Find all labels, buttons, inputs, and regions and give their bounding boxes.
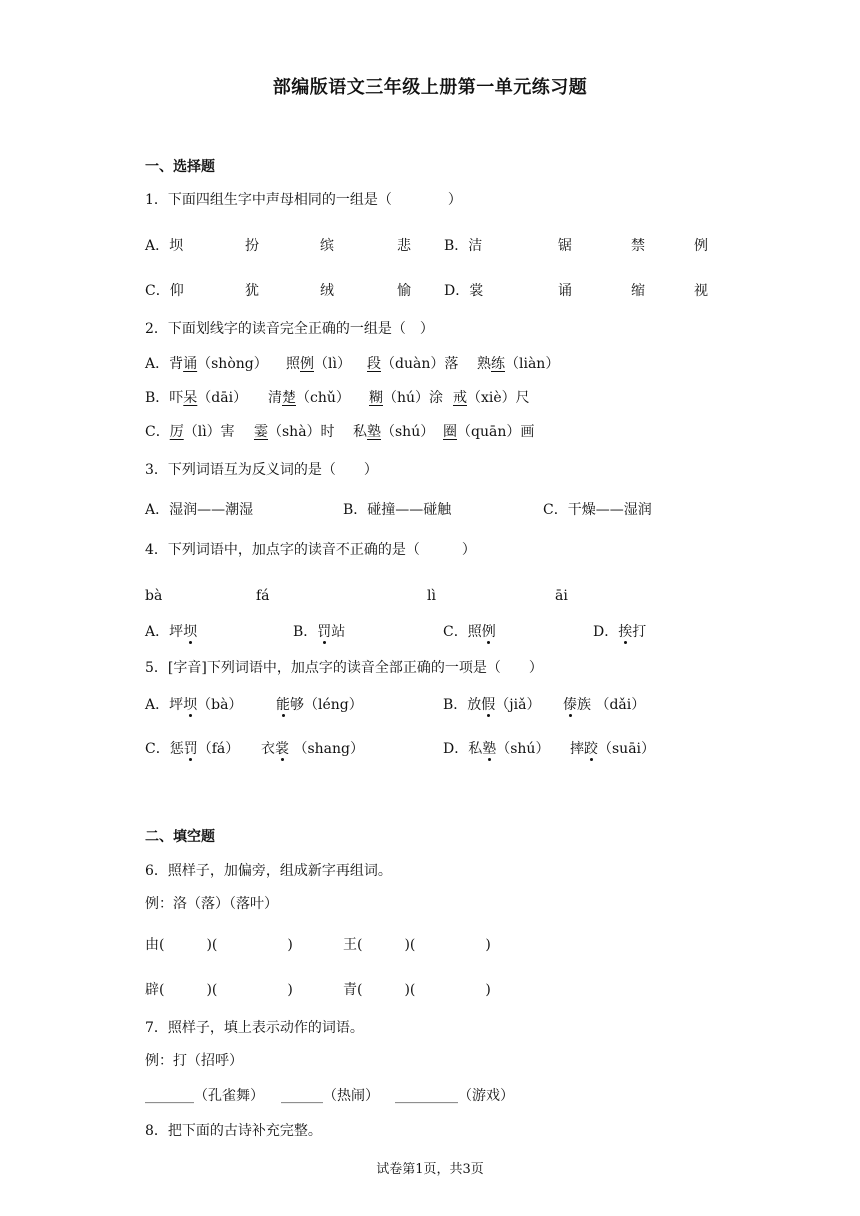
q2-option-c-word: 霎（shà）时: [254, 424, 335, 440]
q6-blank-row: 王( )( ): [343, 937, 491, 953]
q2-option-b-word: 糊（hú）涂: [369, 390, 444, 406]
q2-option-a: A．背诵（shòng）: [145, 356, 268, 372]
q1-option-b: B．洁: [444, 238, 483, 254]
q2-option-c-word: 圈（quān）画: [443, 424, 535, 440]
q5-option-d-word: 摔跤（suāi）: [570, 741, 656, 757]
q6-blank-row: 辟( )( ): [145, 982, 293, 998]
q2-option-b: B．吓呆（dāi）: [145, 390, 248, 406]
q6-blank-row: 由( )( ): [145, 937, 293, 953]
q2-option-a-word: 熟练（liàn）: [477, 356, 560, 372]
question-4-stem: 4．下列词语中，加点字的读音不正确的是（ ）: [145, 542, 476, 558]
q1-option-b-char: 锯: [558, 238, 572, 254]
q4-option-c: C．照例: [443, 624, 496, 640]
q5-option-b-word: 傣族 （dǎi）: [563, 697, 646, 713]
q4-option-b: B．罚站: [293, 624, 346, 640]
q5-option-c-word: 衣裳 （shang）: [261, 741, 364, 757]
q2-option-b-word: 清楚（chǔ）: [268, 390, 350, 406]
q6-blank-row: 青( )( ): [343, 982, 491, 998]
q1-option-c-char: 绒: [320, 283, 334, 299]
q1-option-d-char: 视: [694, 283, 708, 299]
q2-option-c: C．厉（lì）害: [145, 424, 235, 440]
q6-example: 例：洛（落）（落叶）: [145, 896, 278, 912]
q1-option-d-char: 诵: [558, 283, 572, 299]
q1-option-c: C．仰: [145, 283, 184, 299]
question-5-stem: 5．[字音]下列词语中，加点字的读音全部正确的一项是（ ）: [145, 660, 543, 676]
q5-option-d: D．私塾（shú）: [443, 741, 550, 757]
question-3-stem: 3．下列词语互为反义词的是（ ）: [145, 462, 378, 478]
q1-option-c-char: 犹: [245, 283, 259, 299]
q2-option-a-word: 段（duàn）落: [367, 356, 459, 372]
q3-option-a: A．湿润——潮湿: [145, 502, 254, 518]
q1-option-a-char: 悲: [397, 238, 411, 254]
q7-blank: _______（孔雀舞）: [145, 1088, 264, 1104]
q1-option-a-char: 缤: [320, 238, 334, 254]
q1-option-b-char: 例: [694, 238, 708, 254]
q1-option-a-char: 扮: [245, 238, 259, 254]
q1-option-a: A．坝: [145, 238, 184, 254]
q5-option-c: C．惩罚（fá）: [145, 741, 240, 757]
q4-option-a: A．坪坝: [145, 624, 198, 640]
question-1-stem: 1．下面四组生字中声母相同的一组是（ ）: [145, 192, 462, 208]
q2-option-c-word: 私塾（shú）: [353, 424, 435, 440]
q3-option-c: C．干燥——湿润: [543, 502, 652, 518]
question-2-stem: 2．下面划线字的读音完全正确的一组是（ ）: [145, 321, 434, 337]
q3-option-b: B．碰撞——碰触: [343, 502, 452, 518]
q7-blank: _________（游戏）: [395, 1088, 514, 1104]
q1-option-d: D．裳: [444, 283, 484, 299]
q1-option-b-char: 禁: [631, 238, 645, 254]
q4-pinyin: lì: [427, 588, 436, 604]
q2-option-a-word: 照例（lì）: [286, 356, 351, 372]
q4-pinyin: bà: [145, 588, 163, 604]
section-heading-fill: 二、填空题: [145, 829, 215, 845]
q5-option-a-word: 能够（léng）: [276, 697, 363, 713]
question-7-stem: 7．照样子，填上表示动作的词语。: [145, 1020, 364, 1036]
question-6-stem: 6．照样子，加偏旁，组成新字再组词。: [145, 863, 392, 879]
q7-blank: ______（热闹）: [281, 1088, 379, 1104]
q1-option-c-char: 愉: [397, 283, 411, 299]
q2-option-b-word: 戒（xiè）尺: [453, 390, 530, 406]
page-title: 部编版语文三年级上册第一单元练习题: [272, 77, 588, 98]
q7-example: 例：打（招呼）: [145, 1053, 243, 1069]
q4-pinyin: fá: [256, 588, 270, 604]
question-8-stem: 8．把下面的古诗补充完整。: [145, 1123, 322, 1139]
q4-option-d: D．挨打: [593, 624, 647, 640]
page-footer: 试卷第1页，共3页: [376, 1162, 484, 1177]
q5-option-b: B．放假（jiǎ）: [443, 697, 541, 713]
q1-option-d-char: 缩: [631, 283, 645, 299]
section-heading-choice: 一、选择题: [145, 159, 215, 175]
q4-pinyin: āi: [555, 588, 568, 604]
q5-option-a: A．坪坝（bà）: [145, 697, 243, 713]
